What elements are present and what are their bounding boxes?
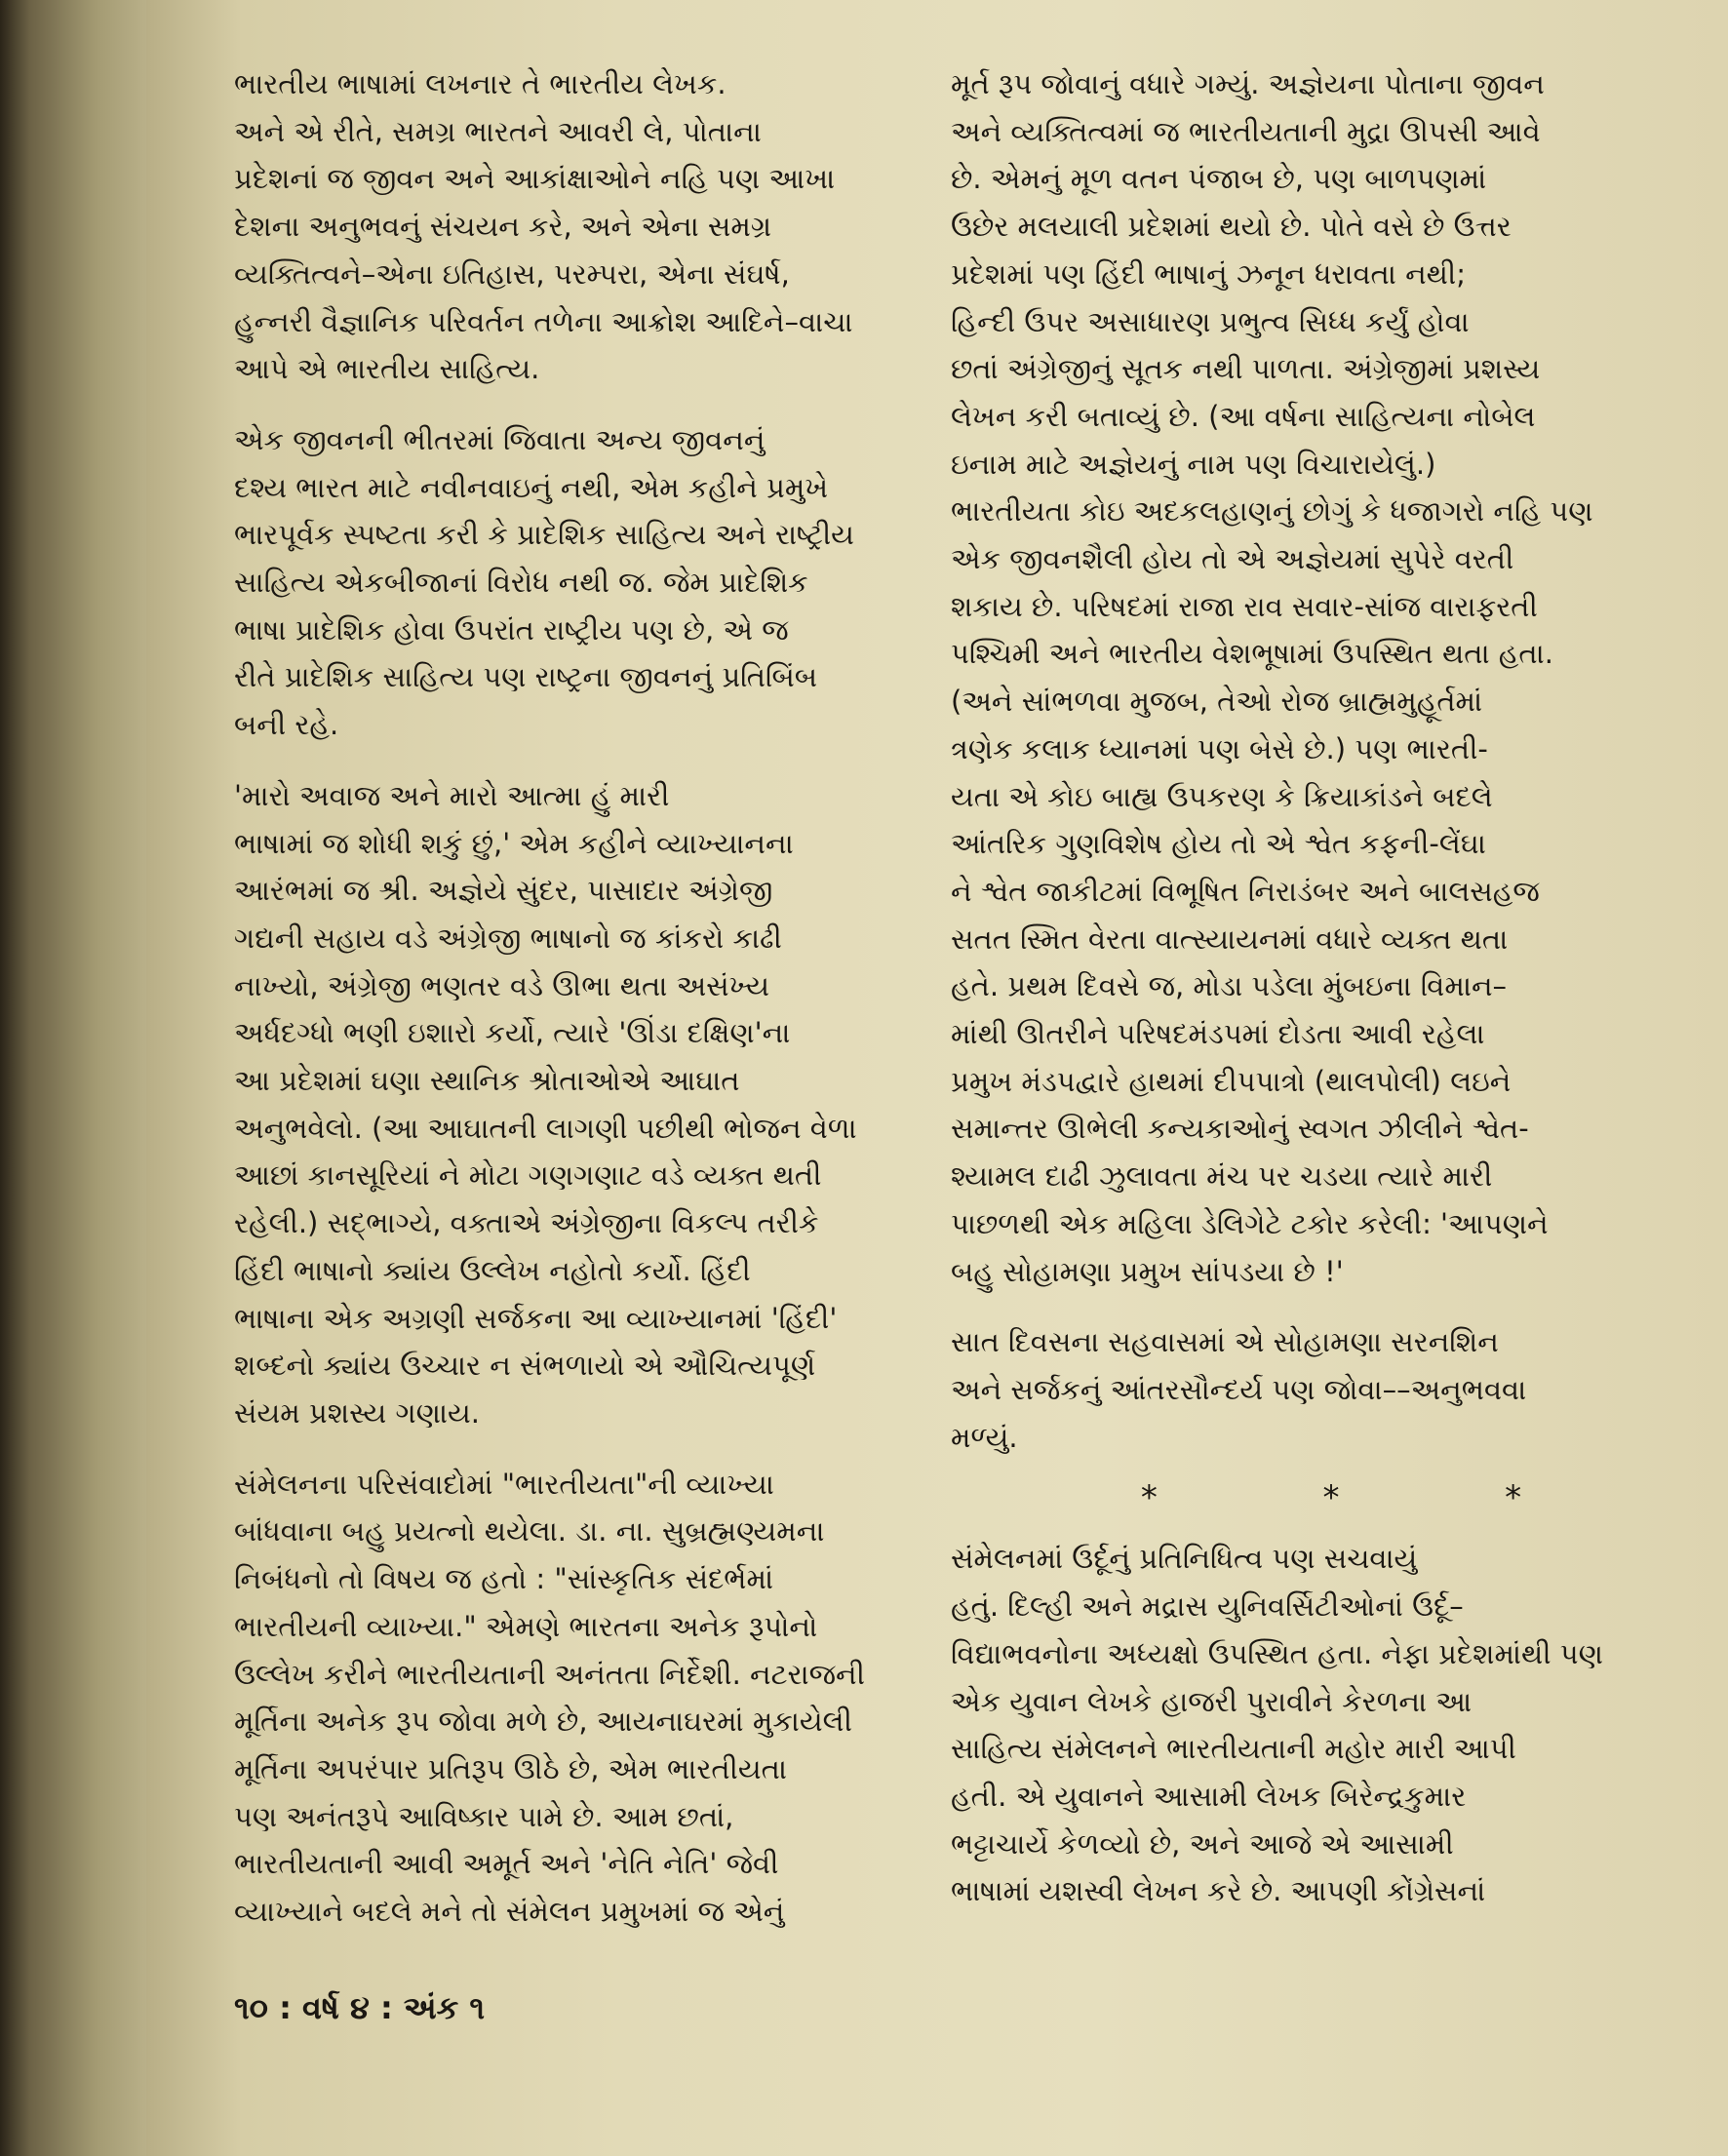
separator-star: * — [1140, 1478, 1158, 1518]
left-text-column — [234, 60, 936, 1936]
left-paragraph-1: ભારતીય ભાષામાં લખનાર તે ભારતીય લેખક. અને એ રીતે, સમગ્ર ભારતને આવરી લે, પોતાના પ્રદેશનાં જ જીવન અને આકાંક્ષાઓને નહિ પણ આખા દેશના અનુભવનું સંચયન કરે, અને એના સમગ્ર વ્યક્તિત્વને–એના ઇતિહાસ, પરમ્પરા, એના સંઘર્ષ, હુન્નરી વૈજ્ઞાનિક પરિવર્તન તળેના આક્રોશ આદિને–વાચા આપે એ ભારતીય સાહિત્ય. — [234, 67, 853, 386]
right-paragraph-3: સંમેલનમાં ઉર્દૂનું પ્રતિનિધિત્વ પણ સચવાયું હતું. દિલ્હી અને મદ્રાસ યુનિવર્સિટીઓનાં ઉર્દૂ– વિદ્યાભવનોના અધ્યક્ષો ઉપસ્થિત હતા. નેફા પ્રદેશમાંથી પણ એક યુવાન લેખકે હાજરી પુરાવીને કેરળના આ સાહિત્ય સંમેલનને ભારતીયતાની મહોર મારી આપી હતી. એ યુવાનને આસામી લેખક બિરેન્દ્રકુમાર ભટ્ટાચાર્યે કેળવ્યો છે, અને આજે એ આસામી ભાષામાં યશસ્વી લેખન કરે છે. આપણી કોંગ્રેસનાં — [951, 1542, 1603, 1908]
book-gutter-shadow — [0, 0, 146, 2156]
page-folio: ૧૦ : વર્ષ ૪ : અંક ૧ — [234, 1989, 486, 2026]
left-paragraph-4: સંમેલનના પરિસંવાદોમાં "ભારતીયતા"ની વ્યાખ્યા બાંધવાના બહુ પ્રયત્નો થયેલા. ડા. ના. સુબ્રહ્મણ્યમના નિબંધનો તો વિષય જ હતો : "સાંસ્કૃતિક સંદર્ભમાં ભારતીયની વ્યાખ્યા." એમણે ભારતના અનેક રૂપોનો ઉલ્લેખ કરીને ભારતીયતાની અનંતતા નિર્દેશી. નટરાજની મૂર્તિના અનેક રૂપ જોવા મળે છે, આયનાઘરમાં મુકાયેલી મૂર્તિના અપરંપાર પ્રતિરૂપ ઊઠે છે, એમ ભારતીયતા પણ અનંતરૂપે આવિષ્કાર પામે છે. આમ છતાં, ભારતીયતાની આવી અમૂર્ત અને 'નેતિ નેતિ' જેવી વ્યાખ્યાને બદલે મને તો સંમેલન પ્રમુખમાં જ એનું — [234, 1467, 865, 1929]
section-separator — [1058, 1478, 1604, 1517]
separator-star: * — [1505, 1478, 1522, 1518]
separator-star: * — [1322, 1478, 1340, 1518]
right-text-column — [951, 60, 1663, 1915]
left-paragraph-2: એક જીવનની ભીતરમાં જિવાતા અન્ય જીવનનું દશ્ય ભારત માટે નવીનવાઇનું નથી, એમ કહીને પ્રમુખે ભારપૂર્વક સ્પષ્ટતા કરી કે પ્રાદેશિક સાહિત્ય અને રાષ્ટ્રીય સાહિત્ય એકબીજાનાં વિરોધ નથી જ. જેમ પ્રાદેશિક ભાષા પ્રાદેશિક હોવા ઉપરાંત રાષ્ટ્રીય પણ છે, એ જ રીતે પ્રાદેશિક સાહિત્ય પણ રાષ્ટ્રના જીવનનું પ્રતિબિંબ બની રહે. — [234, 422, 854, 742]
right-paragraph-2: સાત દિવસના સહવાસમાં એ સોહામણા સરનશિન અને સર્જકનું આંતરસૌન્દર્ય પણ જોવા––અનુભવવા મળ્યું. — [951, 1325, 1527, 1454]
right-paragraph-1: મૂર્ત રૂપ જોવાનું વધારે ગમ્યું. અજ્ઞેયના પોતાના જીવન અને વ્યક્તિત્વમાં જ ભારતીયતાની મુદ્રા ઊપસી આવે છે. એમનું મૂળ વતન પંજાબ છે, પણ બાળપણમાં ઉછેર મલયાલી પ્રદેશમાં થયો છે. પોતે વસે છે ઉત્તર પ્રદેશમાં પણ હિંદી ભાષાનું ઝનૂન ધરાવતા નથી; હિન્દી ઉપર અસાધારણ પ્રભુત્વ સિધ્ધ કર્યું હોવા છતાં અંગ્રેજીનું સૂતક નથી પાળતા. અંગ્રેજીમાં પ્રશસ્ય લેખન કરી બતાવ્યું છે. (આ વર્ષના સાહિત્યના નોબેલ ઇનામ માટે અજ્ઞેયનું નામ પણ વિચારાયેલું.) ભારતીયતા કોઇ અદકલહાણનું છોગું કે ધજાગરો નહિ પણ એક જીવનશૈલી હોય તો એ અજ્ઞેયમાં સુપેરે વરતી શકાય છે. પરિષદમાં રાજા રાવ સવાર-સાંજ વારાફરતી પશ્ચિમી અને ભારતીય વેશભૂષામાં ઉપસ્થિત થતા હતા. (અને સાંભળવા મુજબ, તેઓ રોજ બ્રાહ્મમુહૂર્તમાં ત્રણેક કલાક ધ્યાનમાં પણ બેસે છે.) પણ ભારતી- યતા એ કોઇ બાહ્ય ઉપકરણ કે ક્રિયાકાંડને બદલે આંતરિક ગુણવિશેષ હોય તો એ શ્વેત કફની-લેંઘા ને શ્વેત જાકીટમાં વિભૂષિત નિરાડંબર અને બાલસહજ સતત સ્મિત વેરતા વાત્સ્યાયનમાં વધારે વ્યક્ત થતા હતે. પ્રથમ દિવસે જ, મોડા પડેલા મુંબઇના વિમાન– માંથી ઊતરીને પરિષદમંડપમાં દોડતા આવી રહેલા પ્રમુખ મંડપદ્વારે હાથમાં દીપપાત્રો (થાલપોલી) લઇને સમાન્તર ઊભેલી કન્યકાઓનું સ્વગત ઝીલીને શ્વેત- શ્યામલ દાઢી ઝુલાવતા મંચ પર ચડયા ત્યારે મારી પાછળથી એક મહિલા ડેલિગેટે ટકોર કરેલી: 'આપણને બહુ સોહામણા પ્રમુખ સાંપડયા છે !' — [951, 67, 1593, 1288]
left-paragraph-3: 'મારો અવાજ અને મારો આત્મા હું મારી ભાષામાં જ શોધી શકું છું,' એમ કહીને વ્યાખ્યાનના આરંભમાં જ શ્રી. અજ્ઞેયે સુંદર, પાસાદાર અંગ્રેજી ગદ્યની સહાય વડે અંગ્રેજી ભાષાનો જ કાંકરો કાઢી નાખ્યો, અંગ્રેજી ભણતર વડે ઊભા થતા અસંખ્ય અર્ધદગ્ધો ભણી ઇશારો કર્યો, ત્યારે 'ઊંડા દક્ષિણ'ના આ પ્રદેશમાં ઘણા સ્થાનિક શ્રોતાઓએ આઘાત અનુભવેલો. (આ આઘાતની લાગણી પછીથી ભોજન વેળા આછાં કાનસૂરિયાં ને મોટા ગણગણાટ વડે વ્યક્ત થતી રહેલી.) સદ્ભાગ્યે, વક્તાએ અંગ્રેજીના વિકલ્પ તરીકે હિંદી ભાષાનો ક્યાંય ઉલ્લેખ નહોતો કર્યો. હિંદી ભાષાના એક અગ્રણી સર્જકના આ વ્યાખ્યાનમાં 'હિંદી' શબ્દનો ક્યાંય ઉચ્ચાર ન સંભળાયો એ ઔચિત્યપૂર્ણ સંયમ પ્રશસ્ય ગણાય. — [234, 778, 857, 1430]
